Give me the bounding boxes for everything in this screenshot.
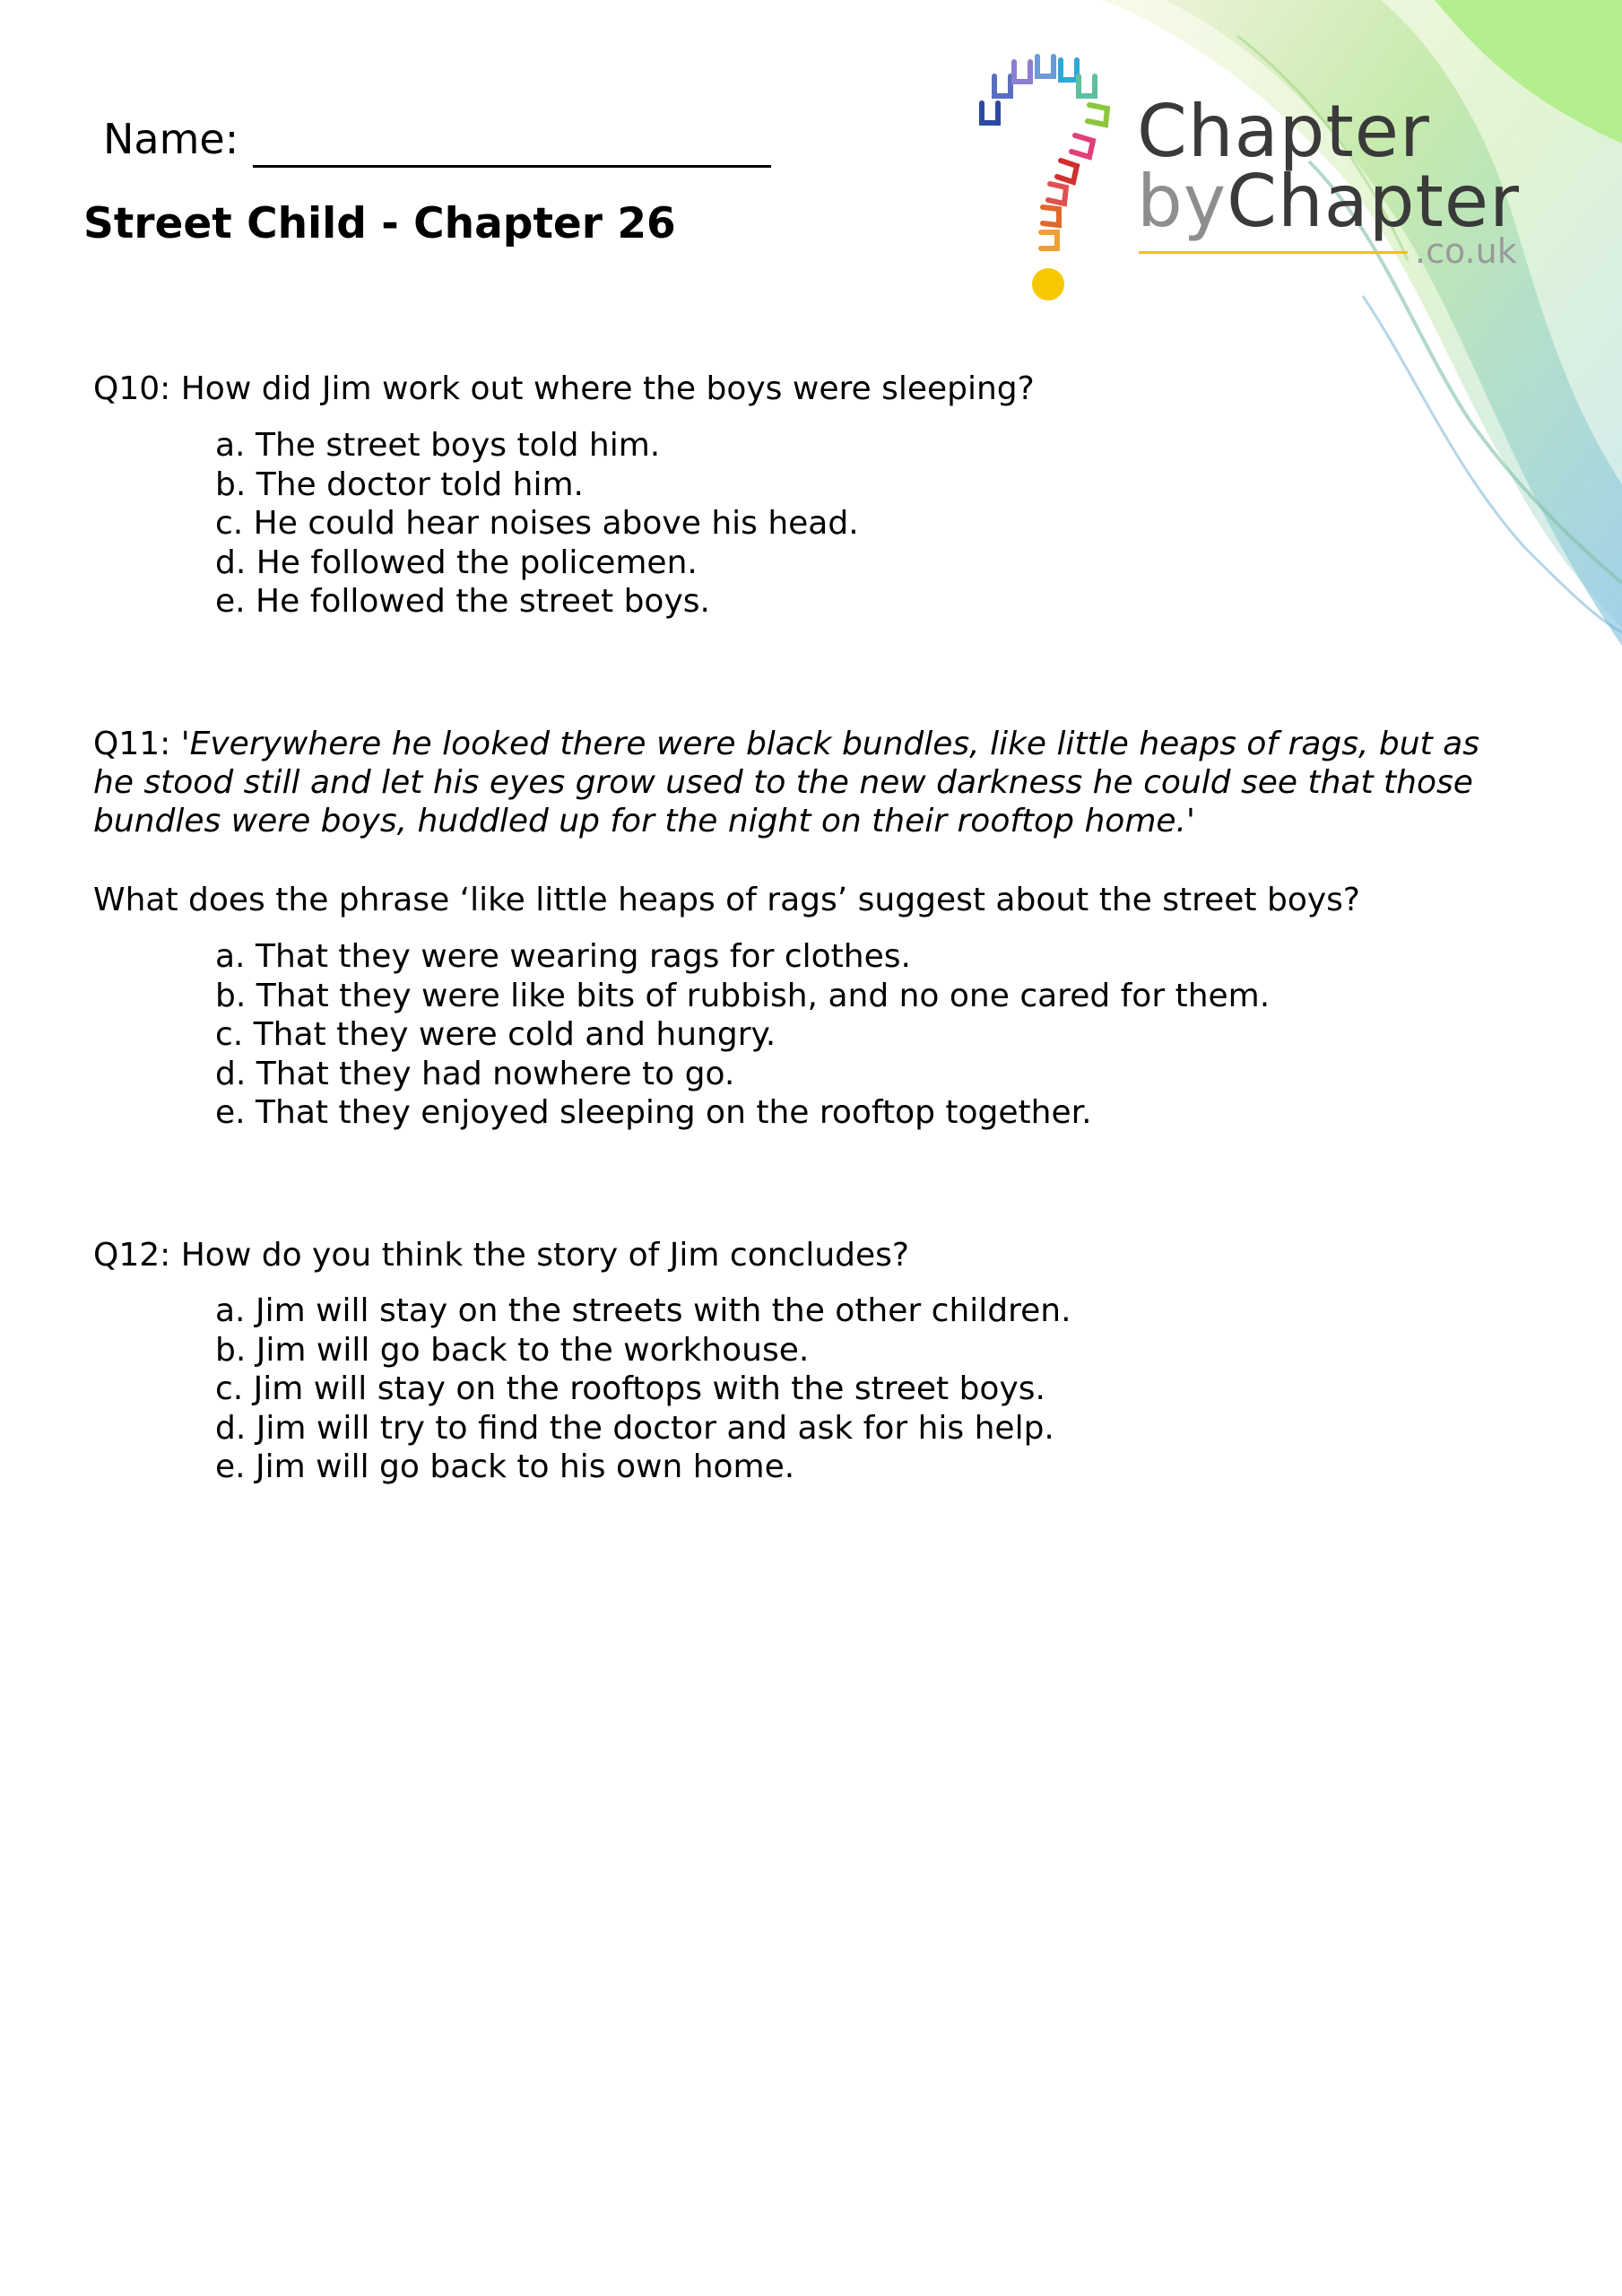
question-11-options (215, 937, 1270, 1133)
answer-option[interactable]: d. That they had nowhere to go. (215, 1055, 735, 1092)
question-text: What does the phrase ‘like little heaps of rags’ suggest about the street boys? (93, 882, 1361, 918)
answer-option[interactable]: c. That they were cold and hungry. (215, 1016, 776, 1053)
question-12-options (215, 1292, 1071, 1487)
question-10-options (215, 426, 859, 622)
question-mark-books-icon (964, 49, 1134, 309)
logo-word-chapter-2: Chapter (1227, 160, 1520, 243)
answer-option[interactable]: d. Jim will try to find the doctor and ask for his help. (215, 1409, 1054, 1447)
question-11-quote (93, 725, 1528, 840)
answer-option[interactable]: c. Jim will stay on the rooftops with the street boys. (215, 1370, 1045, 1407)
answer-option[interactable]: c. He could hear noises above his head. (215, 505, 859, 542)
question-label: Q12: (93, 1237, 171, 1274)
answer-option[interactable]: b. Jim will go back to the workhouse. (215, 1331, 810, 1369)
question-label: Q11: (93, 726, 171, 762)
answer-option[interactable]: a. That they were wearing rags for clothes. (215, 938, 911, 975)
answer-option[interactable]: e. He followed the street boys. (215, 583, 710, 620)
answer-option[interactable]: e. That they enjoyed sleeping on the rooftop together. (215, 1094, 1092, 1131)
answer-option[interactable]: b. The doctor told him. (215, 465, 584, 503)
logo-word-chapter: Chapter (1137, 90, 1430, 173)
answer-option[interactable]: e. Jim will go back to his own home. (215, 1448, 795, 1485)
answer-option[interactable]: d. He followed the policemen. (215, 544, 698, 581)
question-label: Q10: (93, 370, 171, 407)
logo-domain: .co.uk (1415, 231, 1517, 271)
logo-underline (1139, 251, 1408, 254)
question-10 (93, 370, 1528, 408)
worksheet-title: Street Child - Chapter 26 (83, 199, 676, 248)
answer-option[interactable]: a. The street boys told him. (215, 427, 661, 464)
question-12 (93, 1236, 1528, 1274)
question-text: How did Jim work out where the boys were sleeping? (180, 370, 1035, 407)
quoted-passage: 'Everywhere he looked there were black bundles, like little heaps of rags, but as he stood still and let his eyes grow used to the new darkness he could see that those bundles were boys, huddled up for the night on their rooftop home.' (93, 726, 1479, 839)
logo-word-by: by (1137, 160, 1227, 243)
answer-option[interactable]: b. That they were like bits of rubbish, and no one cared for them. (215, 977, 1271, 1014)
question-11 (93, 881, 1528, 919)
answer-option[interactable]: a. Jim will stay on the streets with the other children. (215, 1292, 1071, 1329)
name-write-line[interactable] (253, 165, 771, 168)
question-text: How do you think the story of Jim concludes? (180, 1237, 910, 1274)
name-label: Name: (103, 115, 239, 163)
